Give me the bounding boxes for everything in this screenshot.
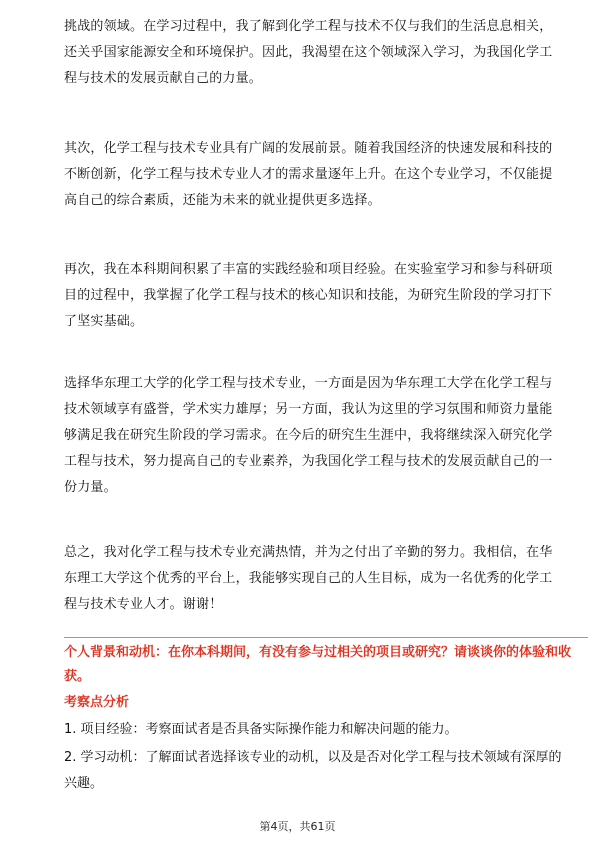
paragraph-experience: 再次，我在本科期间积累了丰富的实践经验和项目经验。在实验室学习和参与科研项目的过程中，我掌握了化学工程与技术的核心知识和技能，为研究生阶段的学习打下了坚实基础。 bbox=[64, 262, 553, 329]
paragraph-interest: 挑战的领域。在学习过程中，我了解到化学工程与技术不仅与我们的生活息息相关，还关乎国家能源安全和环境保护。因此，我渴望在这个领域深入学习，为我国化学工程与技术的发展贡献自己的力量。 bbox=[64, 19, 553, 86]
paragraph-conclusion: 总之，我对化学工程与技术专业充满热情，并为之付出了辛勤的努力。我相信，在华东理工大学这个优秀的平台上，我能够实现自己的人生目标，成为一名优秀的化学工程与技术专业人才。谢谢！ bbox=[64, 545, 553, 612]
analysis-point: 1. 项目经验：考察面试者是否具备实际操作能力和解决问题的能力。 bbox=[64, 722, 458, 737]
interview-question: 个人背景和动机：在你本科期间，有没有参与过相关的项目或研究？请谈谈你的体验和收获。 bbox=[64, 645, 572, 684]
paragraph-prospects: 其次，化学工程与技术专业具有广阔的发展前景。随着我国经济的快速发展和科技的不断创新，化学工程与技术专业人才的需求量逐年上升。在这个专业学习，不仅能提高自己的综合素质，还能为未来的就业提供更多选择。 bbox=[64, 141, 553, 208]
paragraph-university-choice: 选择华东理工大学的化学工程与技术专业，一方面是因为华东理工大学在化学工程与技术领域享有盛誉，学术实力雄厚；另一方面，我认为这里的学习氛围和师资力量能够满足我在研究生阶段的学习需求。在今后的研究生生涯中，我将继续深入研究化学工程与技术，努力提高自己的专业素养，为我国化学工程与技术的发展贡献自己的一份力量。 bbox=[64, 376, 553, 495]
page-number-footer: 第4页，共61页 bbox=[259, 820, 336, 833]
analysis-heading: 考察点分析 bbox=[64, 695, 130, 710]
analysis-point: 2. 学习动机：了解面试者选择该专业的动机，以及是否对化学工程与技术领域有深厚的兴趣。 bbox=[64, 750, 562, 791]
section-divider bbox=[64, 637, 588, 638]
